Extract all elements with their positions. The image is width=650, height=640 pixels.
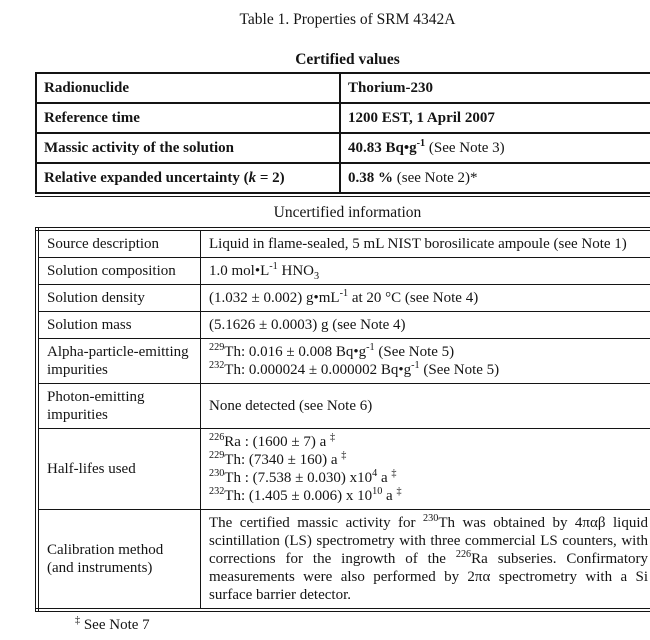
row-value-cell: 40.83 $Bq•g^{-1}$ (See Note 3) [340,133,650,163]
table-title: Table 1. Properties of SRM 4342A [239,11,456,28]
row-label-cell: Massic activity of the solution [36,133,340,163]
value-line: $^{232}$Th: 0.000024 ± 0.000002 $Bq•g^{-1}$ (See Note 5) [209,359,500,378]
table-row [37,284,650,311]
footnote: ‡ See Note 7 [75,614,150,633]
uncertified-information-heading: Uncertified information [273,204,422,222]
value-line: None detected (see Note 6) [209,397,373,414]
row-value-cell [201,229,650,258]
uncertified-information-table [35,227,650,612]
value-line: $^{226}$Ra : (1600 ± 7) a ‡ [209,431,336,450]
value-line: Liquid in flame-sealed, 5 mL NIST borosilicate ampoule (see Note 1) [209,235,627,252]
row-label-cell: Solution composition [37,257,201,284]
table-bottom-rule [35,196,650,197]
row-label-cell: Solution mass [37,311,201,338]
row-value-cell [201,509,650,610]
row-value-cell [201,311,650,338]
table-row [36,133,650,163]
table-row [36,103,650,133]
row-label-cell: Solution density [37,284,201,311]
value-line: 1.0 $mol•L^{-1}$ $HNO_3$ [209,260,320,282]
row-label-cell: Source description [37,229,201,258]
row-label-cell: Half-lifes used [37,428,201,509]
table-row [37,428,650,509]
value-line: (5.1626 ± 0.0003) g (see Note 4) [209,316,406,333]
row-label-cell: Relative expanded uncertainty (k = 2) [36,163,340,193]
table-row [37,311,650,338]
row-value-cell: 1200 EST, 1 April 2007 [340,103,650,133]
table-row [37,257,650,284]
row-value-cell [201,284,650,311]
row-value-cell [201,383,650,428]
value-line: $^{232}$Th: (1.405 ± 0.006) x $10^{10}$ a ‡ [209,485,402,504]
row-label-cell: Photon-emitting impurities [37,383,201,428]
value-line: (1.032 ± 0.002) $g•mL^{-1}$ at 20 °C (see Note 4) [209,287,479,306]
row-value-cell [201,257,650,284]
table-row [37,383,650,428]
row-label-cell: Reference time [36,103,340,133]
row-label-cell: Calibration method (and instruments) [37,509,201,610]
table-row [36,73,650,103]
value-line: $^{230}$Th : (7.538 ± 0.030) $x10^4$ a ‡ [209,467,397,486]
row-label-cell: Radionuclide [36,73,340,103]
table-row [37,229,650,258]
value-paragraph: The certified massic activity for $^{230}$Th was obtained by 4παβ liquid scintillation (LS) spectrometry with three commercial LS counters, with corrections for the ingrowth of the $^{226}$Ra subseries. Confirmatory measurements were also performed by 2πα spectrometry with a Si surface barrier detector. [209,512,648,603]
value-line: $^{229}$Th: (7340 ± 160) a ‡ [209,449,347,468]
row-value-cell: Thorium-230 [340,73,650,103]
value-line: $^{229}$Th: 0.016 ± 0.008 $Bq•g^{-1}$ (See Note 5) [209,341,455,360]
table-row [37,338,650,383]
certified-values-table [35,72,650,194]
row-value-cell: 0.38 % (see Note 2)* [340,163,650,193]
table-row [36,163,650,193]
certified-values-heading: Certified values [295,50,400,68]
row-label-cell: Alpha-particle-emitting impurities [37,338,201,383]
table-row [37,509,650,610]
row-value-cell [201,428,650,509]
row-value-cell [201,338,650,383]
document-body [35,11,650,634]
